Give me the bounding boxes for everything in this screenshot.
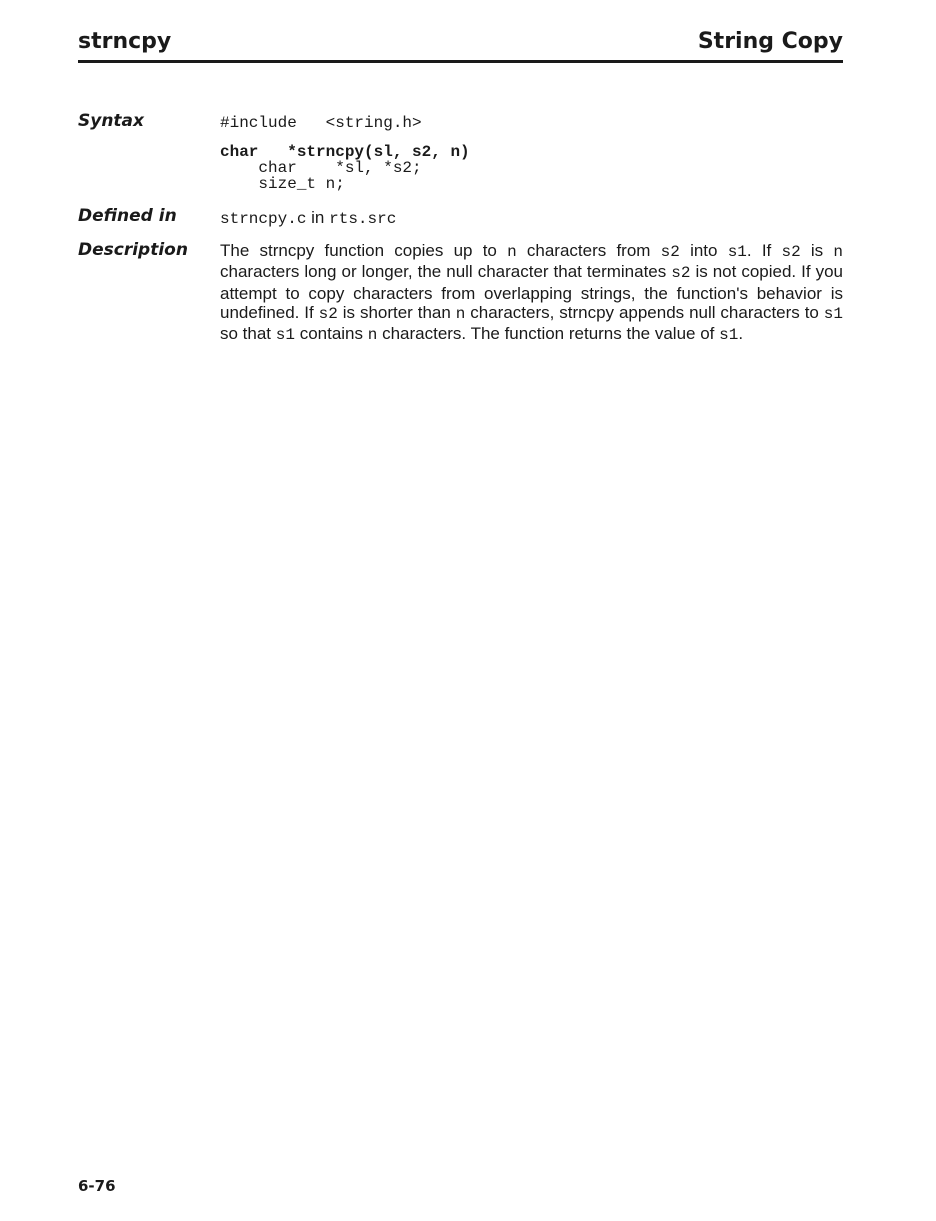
page-header [78, 28, 843, 63]
page-number: 6-76 [78, 1177, 116, 1195]
defined-in-value [220, 207, 396, 230]
parameter-line-1: char *sl, *s2; [220, 159, 422, 177]
library-source-name: rts.src [329, 210, 397, 228]
source-file-name: strncpy.c [220, 210, 307, 228]
include-line: #include <string.h> [220, 114, 422, 132]
description-label: Description [78, 240, 188, 260]
defined-in-label: Defined in [78, 206, 177, 226]
section-title-heading: String Copy [697, 29, 843, 54]
declaration-line: char *strncpy(sl, s2, n) [220, 143, 470, 161]
defined-in-word: in [311, 208, 325, 227]
description-paragraph: The strncpy function copies up to n characters from s2 into s1. If s2 is n characters long or longer, the null character that terminates s2 is not copied. If you attempt to copy characters from overlapping strings, the function's behavior is undefined. If s2 is shorter than n characters, strncpy appends null characters to s1 so that s1 contains n characters. The function returns the value of s1. [220, 241, 843, 345]
function-name-heading: strncpy [78, 29, 172, 54]
syntax-label: Syntax [78, 111, 144, 131]
parameter-line-2: size_t n; [220, 175, 345, 193]
syntax-block [220, 115, 470, 192]
